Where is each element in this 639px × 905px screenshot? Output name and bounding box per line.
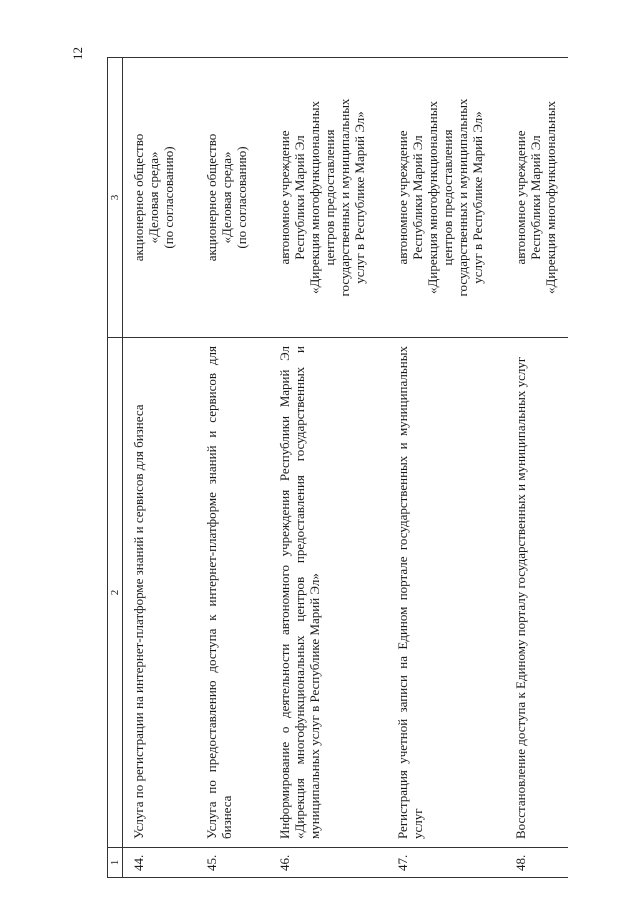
provider-name bbox=[505, 58, 568, 338]
provider-line: «Дирекция многофункциональных bbox=[425, 101, 440, 294]
services-table bbox=[107, 57, 568, 878]
provider-line: автономное учреждение bbox=[513, 130, 528, 265]
row-number: 47. bbox=[387, 848, 505, 878]
provider-line: государственных и муниципальных bbox=[337, 98, 352, 297]
provider-name bbox=[387, 58, 505, 338]
table-row bbox=[269, 58, 387, 878]
row-number: 44. bbox=[123, 848, 197, 878]
provider-line: «Дирекция многофункциональных bbox=[543, 101, 558, 294]
table-row bbox=[123, 58, 197, 878]
provider-name bbox=[123, 58, 197, 338]
page-number: 12 bbox=[70, 47, 85, 60]
service-name: Восстановление доступа к Единому порталу государственных и муниципальных услуг bbox=[505, 338, 568, 848]
services-table-sheet bbox=[107, 58, 577, 878]
row-number: 48. bbox=[505, 848, 568, 878]
table-row bbox=[196, 58, 269, 878]
provider-line: автономное учреждение bbox=[395, 130, 410, 265]
provider-line: Республики Марий Эл bbox=[528, 135, 543, 260]
header-col-2: 2 bbox=[108, 338, 123, 848]
provider-line: акционерное общество bbox=[204, 133, 219, 262]
header-col-3: 3 bbox=[108, 58, 123, 338]
provider-line: услуг в Республике Марий Эл» bbox=[352, 111, 367, 284]
provider-line: «Деловая среда» bbox=[146, 151, 161, 244]
service-name: Услуга по предоставлению доступа к интернет-платформе знаний и сервисов для бизнеса bbox=[196, 338, 269, 848]
service-name: Информирование о деятельности автономного учреждения Республики Марий Эл «Дирекция многофункциональных центров предоставления государственных и муниципальных услуг в Республике Марий Эл» bbox=[269, 338, 387, 848]
provider-name bbox=[269, 58, 387, 338]
provider-name bbox=[196, 58, 269, 338]
provider-line: центров предоставления bbox=[440, 129, 455, 266]
header-col-1: 1 bbox=[108, 848, 123, 878]
service-name: Услуга по регистрации на интернет-платформе знаний и сервисов для бизнеса bbox=[123, 338, 197, 848]
row-number: 46. bbox=[269, 848, 387, 878]
table-header-row bbox=[108, 58, 123, 878]
provider-line: «Деловая среда» bbox=[219, 151, 234, 244]
provider-line: услуг в Республике Марий Эл» bbox=[470, 111, 485, 284]
table-row bbox=[387, 58, 505, 878]
table-row bbox=[505, 58, 568, 878]
provider-line: государственных и муниципальных bbox=[455, 98, 470, 297]
provider-line: (по согласованию) bbox=[161, 146, 176, 249]
service-name: Регистрация учетной записи на Едином портале государственных и муниципальных услуг bbox=[387, 338, 505, 848]
provider-line: центров предоставления bbox=[322, 129, 337, 266]
provider-line: «Дирекция многофункциональных bbox=[307, 101, 322, 294]
provider-line: Республики Марий Эл bbox=[292, 135, 307, 260]
provider-line: (по согласованию) bbox=[234, 146, 249, 249]
provider-line: автономное учреждение bbox=[277, 130, 292, 265]
provider-line: Республики Марий Эл bbox=[410, 135, 425, 260]
row-number: 45. bbox=[196, 848, 269, 878]
provider-line: акционерное общество bbox=[131, 133, 146, 262]
